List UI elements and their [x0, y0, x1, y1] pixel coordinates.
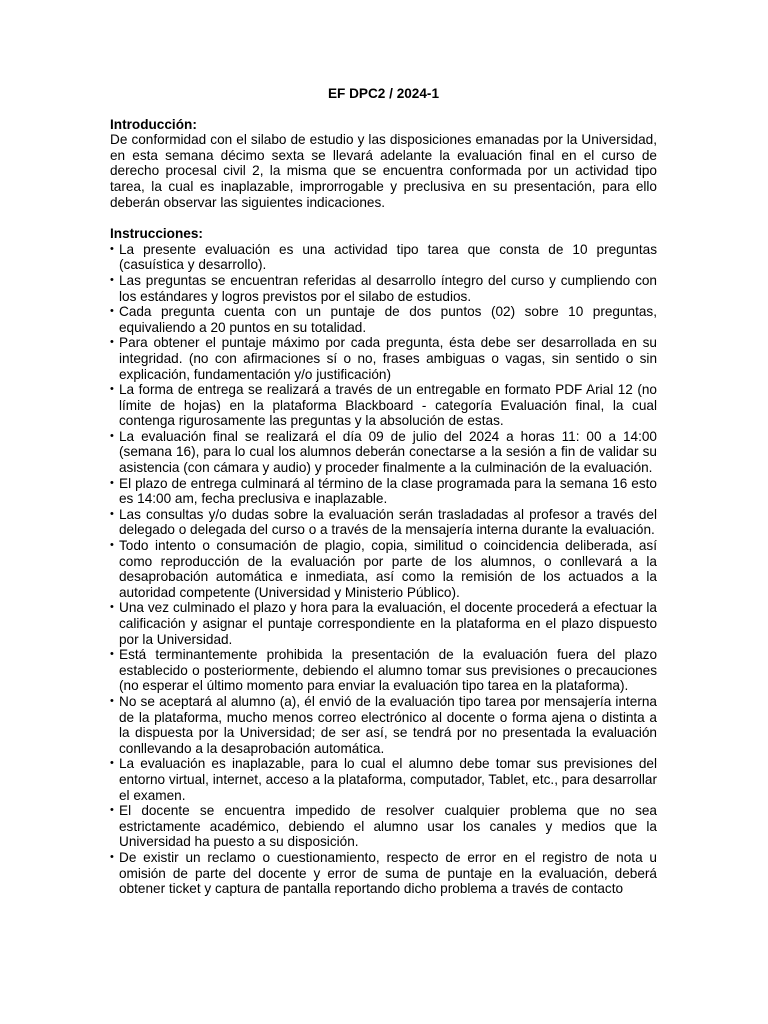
- instruction-text: La forma de entrega se realizará a través de un entregable en formato PDF Arial 12 (no límite de hojas) en la plataforma Blackboard - categoría Evaluación final, la cual contenga rigurosamente las preguntas y la absolución de estas.: [119, 382, 657, 429]
- bullet-icon: •: [110, 648, 114, 661]
- instruction-item: [110, 273, 657, 304]
- instruction-text: Una vez culminado el plazo y hora para la evaluación, el docente procederá a efectuar la calificación y asignar el puntaje correspondiente en la plataforma en el plazo dispuesto por la Universidad.: [119, 600, 657, 647]
- instruction-text: No se aceptará al alumno (a), él envió de la evaluación tipo tarea por mensajería interna de la plataforma, mucho menos correo electrónico al docente o forma ajena o distinta a la dispuesta por la Universidad; de ser así, se tendrá por no presentada la evaluación conllevando a la desaprobación automática.: [119, 693, 657, 756]
- instruction-text: La evaluación es inaplazable, para lo cual el alumno debe tomar sus previsiones del entorno virtual, internet, acceso a la plataforma, computador, Tablet, etc., para desarrollar el examen.: [119, 756, 657, 803]
- bullet-icon: •: [110, 383, 114, 396]
- document-content: [110, 86, 657, 897]
- instruction-item: [110, 803, 657, 850]
- instruction-text: Todo intento o consumación de plagio, copia, similitud o coincidencia deliberada, así como reproducción de la evaluación por parte de los alumnos, o conllevará a la desaprobación automática e inmediata, así como la remisión de los actuados a la autoridad competente (Universidad y Ministerio Público).: [119, 538, 657, 600]
- instruction-item: [110, 756, 657, 803]
- bullet-icon: •: [110, 539, 114, 552]
- instructions-heading: Instrucciones:: [110, 226, 203, 242]
- instruction-text: De existir un reclamo o cuestionamiento, respecto de error en el registro de nota u omisión de parte del docente y error de suma de puntaje en la evaluación, deberá obtener ticket y captura de pantalla reportando dicho problema a través de contacto: [119, 849, 657, 897]
- bullet-icon: •: [110, 850, 114, 863]
- instruction-item: [110, 242, 657, 273]
- instruction-item: [110, 647, 657, 694]
- instruction-item: [110, 335, 657, 382]
- instruction-text: Para obtener el puntaje máximo por cada pregunta, ésta debe ser desarrollada en su integridad. (no con afirmaciones sí o no, frases ambiguas o vagas, sin sentido o sin explicación, fundamentación y/o justificación): [119, 335, 657, 382]
- instruction-text: El plazo de entrega culminará al término de la clase programada para la semana 16 esto es 14:00 am, fecha preclusiva e inaplazable.: [119, 475, 657, 507]
- instruction-item: [110, 304, 657, 335]
- instructions-list: [110, 242, 657, 897]
- instruction-item: [110, 382, 657, 429]
- instruction-item: [110, 507, 657, 538]
- instruction-text: La evaluación final se realizará el día 09 de julio del 2024 a horas 11: 00 a 14:00 (semana 16), para lo cual los alumnos deberán conectarse a la sesión a fin de validar su asistencia (con cámara y audio) y proceder finalmente a la culminación de la evaluación.: [119, 428, 657, 476]
- intro-paragraph: De conformidad con el silabo de estudio y las disposiciones emanadas por la Universidad, en esta semana décimo sexta se llevará adelante la evaluación final en el curso de derecho procesal civil 2, la misma que se encuentra conformada por un actividad tipo tarea, la cual es inaplazable, improrrogable y preclusiva en su presentación, para ello deberán observar las siguientes indicaciones.: [110, 132, 657, 210]
- bullet-icon: •: [110, 305, 114, 318]
- intro-heading: Introducción:: [110, 116, 197, 132]
- bullet-icon: •: [110, 601, 114, 614]
- instruction-item: [110, 694, 657, 756]
- instruction-item: [110, 476, 657, 507]
- bullet-icon: •: [110, 757, 114, 770]
- instruction-item: [110, 429, 657, 476]
- instruction-text: Las preguntas se encuentran referidas al desarrollo íntegro del curso y cumpliendo con los estándares y logros previstos por el silabo de estudios.: [119, 272, 657, 304]
- bullet-icon: •: [110, 804, 114, 817]
- instruction-item: [110, 850, 657, 897]
- bullet-icon: •: [110, 694, 114, 707]
- bullet-icon: •: [110, 273, 114, 286]
- bullet-icon: •: [110, 336, 114, 349]
- instruction-text: Está terminantemente prohibida la presentación de la evaluación fuera del plazo establecido o posteriormente, debiendo el alumno tomar sus previsiones o precauciones (no esperar el último momento para enviar la evaluación tipo tarea en la plataforma).: [119, 647, 657, 694]
- instruction-item: [110, 600, 657, 647]
- instruction-text: Las consultas y/o dudas sobre la evaluación serán trasladadas al profesor a través del delegado o delegada del curso o a través de la mensajería interna durante la evaluación.: [119, 506, 657, 538]
- bullet-icon: •: [110, 242, 114, 255]
- bullet-icon: •: [110, 429, 114, 442]
- document-title: EF DPC2 / 2024-1: [327, 86, 440, 101]
- instruction-text: El docente se encuentra impedido de resolver cualquier problema que no sea estrictamente académico, debiendo el alumno usar los canales y medios que la Universidad ha puesto a su disposición.: [119, 803, 657, 850]
- instruction-text: La presente evaluación es una actividad tipo tarea que consta de 10 preguntas (casuística y desarrollo).: [119, 241, 657, 273]
- bullet-icon: •: [110, 476, 114, 489]
- bullet-icon: •: [110, 507, 114, 520]
- instruction-text: Cada pregunta cuenta con un puntaje de dos puntos (02) sobre 10 preguntas, equivaliendo a 20 puntos en su totalidad.: [119, 304, 657, 335]
- instruction-item: [110, 538, 657, 600]
